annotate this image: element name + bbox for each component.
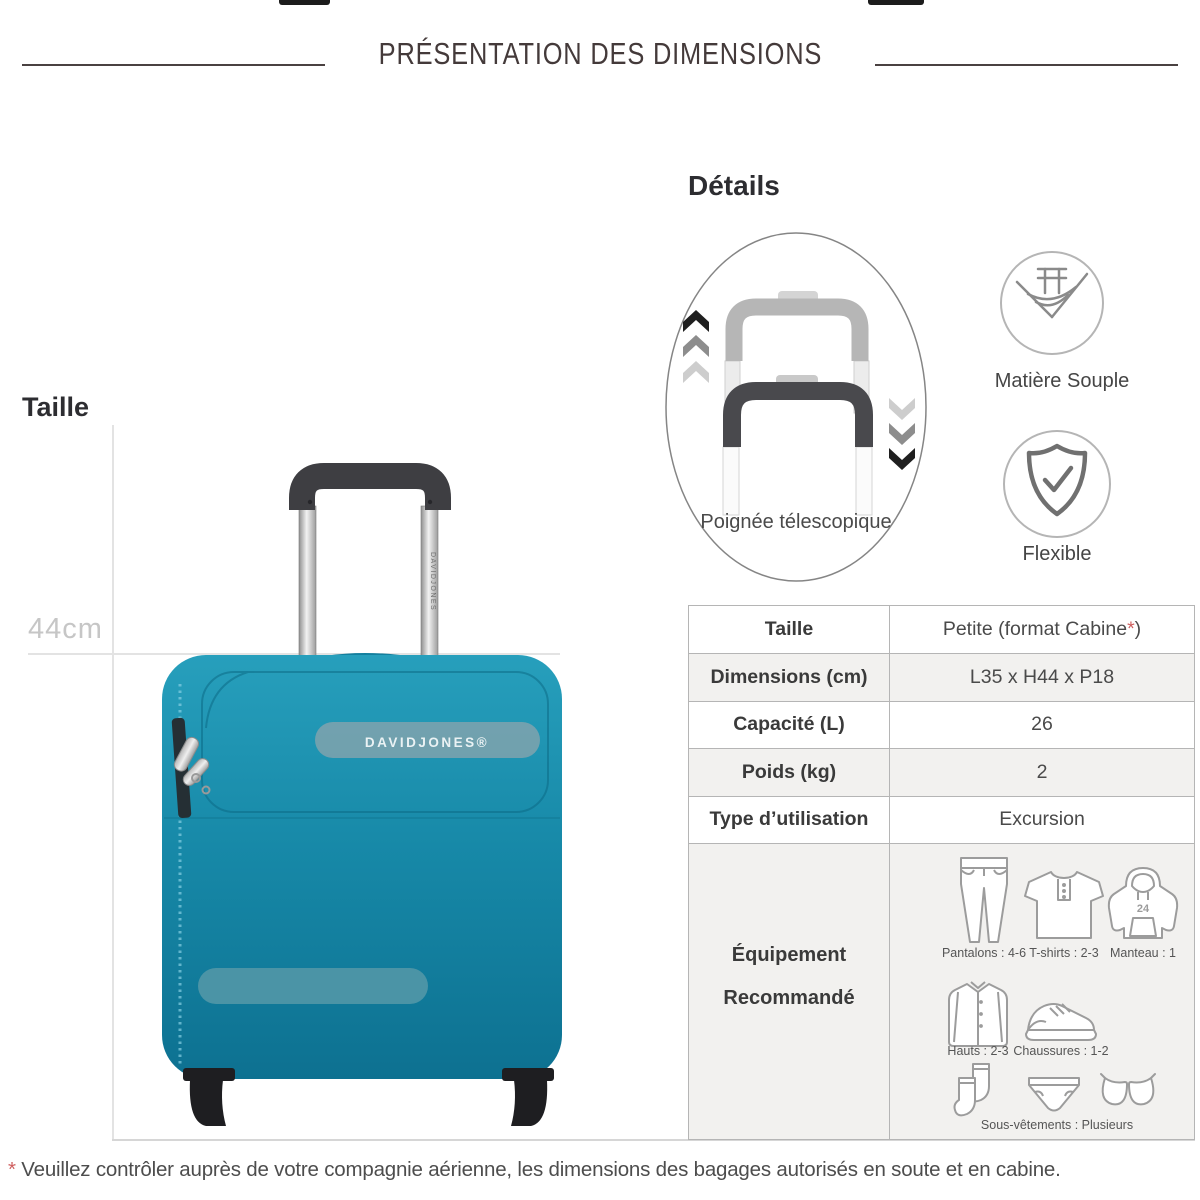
spec-row-value: 26	[889, 701, 1194, 748]
wheel-left	[183, 1068, 235, 1126]
title-rule-right	[875, 64, 1178, 66]
bottom-stripe	[198, 968, 428, 1004]
equipment-label-cell	[689, 843, 889, 1139]
spec-row-label: Dimensions (cm)	[689, 653, 889, 700]
feature-flexible-label: Flexible	[1022, 543, 1092, 565]
spec-row-value: Petite (format Cabine * )	[889, 606, 1194, 653]
footnote-asterisk: *	[8, 1158, 16, 1181]
shoes-icon	[1024, 996, 1098, 1044]
footnote	[8, 1158, 1200, 1182]
lower-tube-left	[723, 447, 739, 515]
details-heading: Détails	[688, 170, 780, 201]
feature-soft-label: Matière Souple	[994, 370, 1130, 392]
page-title: PRÉSENTATION DES DIMENSIONS	[378, 36, 822, 71]
soft-material-icon	[998, 249, 1106, 357]
top-crop-dash-right	[868, 0, 924, 5]
spec-row-value: Excursion	[889, 796, 1194, 843]
brand-logo-text: DAVIDJONES®	[364, 735, 490, 750]
chevrons-down-icon	[889, 398, 915, 470]
pole-brand-text: DAVIDJONES	[429, 552, 436, 612]
equipment-label-line2: Recommandé	[723, 986, 855, 1009]
equipment-item-label: Manteau : 1	[1109, 945, 1177, 960]
briefs-icon	[1027, 1076, 1081, 1114]
spec-row-value: 2	[889, 748, 1194, 795]
bra-icon	[1099, 1072, 1157, 1108]
footnote-text: Veuillez contrôler auprès de votre compagnie aérienne, les dimensions des bagages autorisés en soute et en cabine.	[21, 1158, 1061, 1181]
equipment-item-label: Chaussures : 1-2	[1013, 1043, 1109, 1058]
handle-caption: Poignée télescopique	[700, 511, 892, 533]
red-asterisk: *	[1127, 618, 1135, 641]
size-heading: Taille	[22, 392, 90, 422]
lower-tube-right	[856, 447, 872, 515]
height-label: 44cm	[28, 613, 103, 645]
spec-row-label: Capacité (L)	[689, 701, 889, 748]
lower-handle	[732, 391, 864, 447]
equipment-item-label: T-shirts : 2-3	[1029, 945, 1099, 960]
shirt-icon	[945, 980, 1011, 1048]
equipment-item-label: Sous-vêtements : Plusieurs	[980, 1117, 1134, 1132]
wheel-right	[502, 1068, 554, 1126]
suitcase-image	[150, 460, 570, 1140]
spec-table	[688, 605, 1195, 1140]
pants-icon	[958, 856, 1010, 944]
top-crop-dash-left	[279, 0, 330, 5]
equipment-label-line1: Équipement	[731, 943, 847, 966]
tshirt-icon	[1023, 868, 1105, 942]
spec-row-label: Taille	[764, 618, 814, 641]
height-guide-vertical-line	[112, 425, 114, 1140]
spec-row-label: Type d’utilisation	[689, 796, 889, 843]
trolley-grip	[302, 476, 438, 510]
equipment-item-label: Pantalons : 4-6	[941, 945, 1027, 960]
spec-row-value: L35 x H44 x P18	[889, 653, 1194, 700]
coat-icon	[1106, 864, 1180, 942]
coat-number: 24	[1136, 902, 1150, 915]
equipment-item-label: Hauts : 2-3	[947, 1043, 1009, 1058]
socks-icon	[947, 1060, 1007, 1120]
upper-handle	[734, 307, 860, 361]
pole-left	[299, 506, 316, 658]
suitcase-body	[162, 655, 562, 1079]
chevrons-up-icon	[683, 310, 709, 383]
equipment-icons-cell	[889, 843, 1194, 1139]
spec-row-label: Poids (kg)	[689, 748, 889, 795]
shield-check-icon	[1001, 428, 1113, 540]
